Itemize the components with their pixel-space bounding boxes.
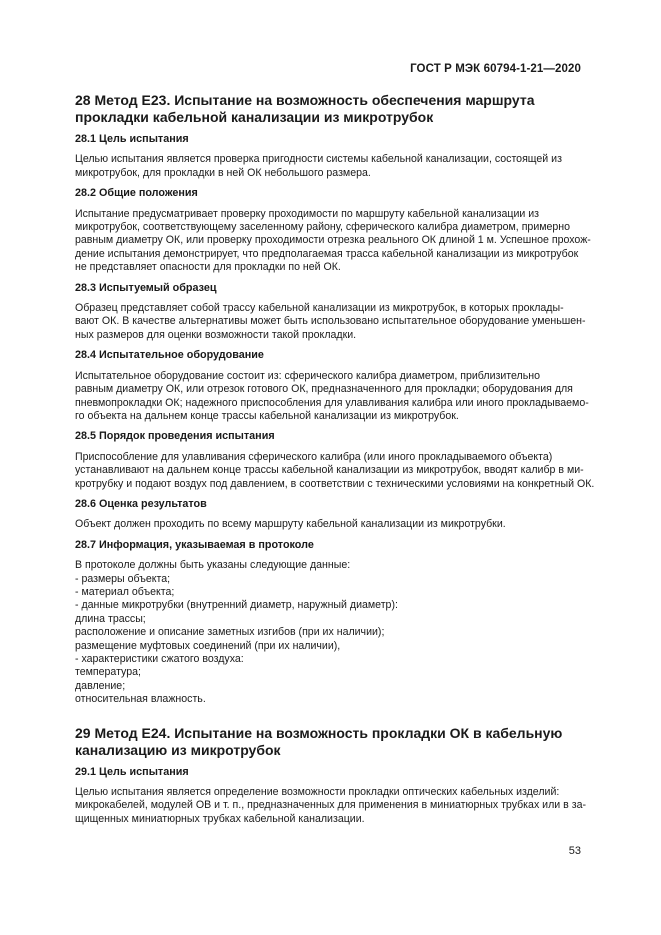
page-number: 53: [568, 845, 581, 857]
list-item: расположение и описание заметных изгибов (при их наличии);: [75, 626, 385, 639]
text-line: Испытание предусматривает проверку проходимости по маршруту кабельной канализации из: [75, 207, 540, 220]
subsection-heading: 28.1 Цель испытания: [75, 133, 189, 145]
text-line: Целью испытания является проверка пригодности системы кабельной канализации, состоящей из: [75, 153, 562, 166]
subsection-heading: 28.6 Оценка результатов: [75, 497, 207, 510]
paragraph: [75, 786, 586, 826]
section-title-line: 29 Метод Е24. Испытание на возможность прокладки ОК в кабельную: [75, 724, 563, 741]
text-line: ных размеров для оценки возможности такой прокладки.: [75, 328, 357, 341]
text-line: вают ОК. В качестве альтернативы может быть использовано испытательное оборудование уменьшен-: [75, 315, 586, 328]
report-list: [75, 559, 582, 706]
paragraph: [75, 302, 586, 342]
document-code: ГОСТ Р МЭК 60794-1-21—2020: [410, 63, 581, 75]
text-line: равным диаметру ОК, или проверку проходимости отрезка реального ОК длиной 1 м. Успешное прохож-: [75, 234, 591, 247]
text-line: Приспособление для улавливания сферического калибра (или иного прокладываемого объекта): [75, 450, 553, 463]
text-line: пневмопрокладки ОК; надежного приспособления для улавливания калибра или иного прокладываемо-: [75, 396, 589, 409]
subsection-heading: 28.4 Испытательное оборудование: [75, 349, 264, 362]
text-line: В протоколе должны быть указаны следующие данные:: [75, 559, 351, 572]
subsection-heading: 29.1 Цель испытания: [75, 765, 189, 778]
list-item: - материал объекта;: [75, 585, 175, 598]
text-line: устанавливают на дальнем конце трассы кабельной канализации из микротрубок, вводят калибр в ми-: [75, 464, 584, 477]
subsection-heading: 28.3 Испытуемый образец: [75, 281, 217, 294]
section-28: [75, 92, 595, 707]
section-title: [75, 725, 582, 759]
list-item: - данные микротрубки (внутренний диаметр, наружный диаметр):: [75, 599, 398, 612]
section-title-line: прокладки кабельной канализации из микротрубок: [75, 109, 434, 125]
text-line: кротрубку и подают воздух под давлением, в соответствии с техническими условиями на конкретный ОК.: [75, 477, 595, 490]
list-item: относительная влажность.: [75, 693, 206, 706]
list-item: - характеристики сжатого воздуха:: [75, 653, 244, 665]
section-title-line: канализацию из микротрубок: [75, 741, 281, 758]
text-line: го объекта на дальнем конце трассы кабельной канализации из микротрубок.: [75, 409, 459, 422]
paragraph: [75, 450, 595, 491]
text-line: Объект должен проходить по всему маршруту кабельной канализации из микротрубки.: [75, 518, 506, 531]
text-line: не представляет опасности для прокладки по ней ОК.: [75, 261, 341, 274]
list-item: размещение муфтовых соединений (при их наличии),: [75, 639, 341, 652]
subsection-heading: 28.5 Порядок проведения испытания: [75, 430, 275, 443]
text-line: микротрубок, соответствующему заселенному району, сферического калибра диаметром, примерно: [75, 221, 571, 234]
section-29: [75, 724, 586, 827]
paragraph: [75, 518, 582, 531]
text-line: дение испытания демонстрирует, что предполагаемая трасса кабельной канализации из микротрубок: [75, 247, 579, 260]
list-item: давление;: [75, 679, 126, 692]
text-line: равным диаметру ОК, или отрезок готового ОК, предназначенного для прокладки; оборудования для: [75, 383, 573, 396]
text-line: Образец представляет собой трассу кабельной канализации из микротрубок, в которых проклады-: [75, 302, 564, 315]
section-title: [75, 92, 582, 126]
text-line: Целью испытания является определение возможности прокладки оптических кабельных изделий:: [75, 786, 560, 799]
list-item: температура;: [75, 666, 141, 679]
section-title-line: 28 Метод Е23. Испытание на возможность обеспечения маршрута: [75, 92, 535, 108]
subsection-heading: 28.2 Общие положения: [75, 187, 198, 200]
paragraph: [75, 207, 591, 275]
subsection-heading: 28.7 Информация, указываемая в протоколе: [75, 538, 314, 551]
paragraph: [75, 153, 582, 180]
page-content: [75, 92, 595, 826]
paragraph: [75, 369, 589, 424]
text-line: микротрубок, для прокладки в ней ОК небольшого размера.: [75, 166, 371, 179]
text-line: микрокабелей, модулей ОВ и т. п., предназначенных для применения в миниатюрных трубках или в за-: [75, 799, 586, 812]
list-item: длина трассы;: [75, 612, 146, 625]
text-line: щищенных миниатюрных трубках кабельной канализации.: [75, 812, 365, 825]
list-item: - размеры объекта;: [75, 572, 171, 585]
text-line: Испытательное оборудование состоит из: сферического калибра диаметром, приблизительно: [75, 369, 540, 382]
